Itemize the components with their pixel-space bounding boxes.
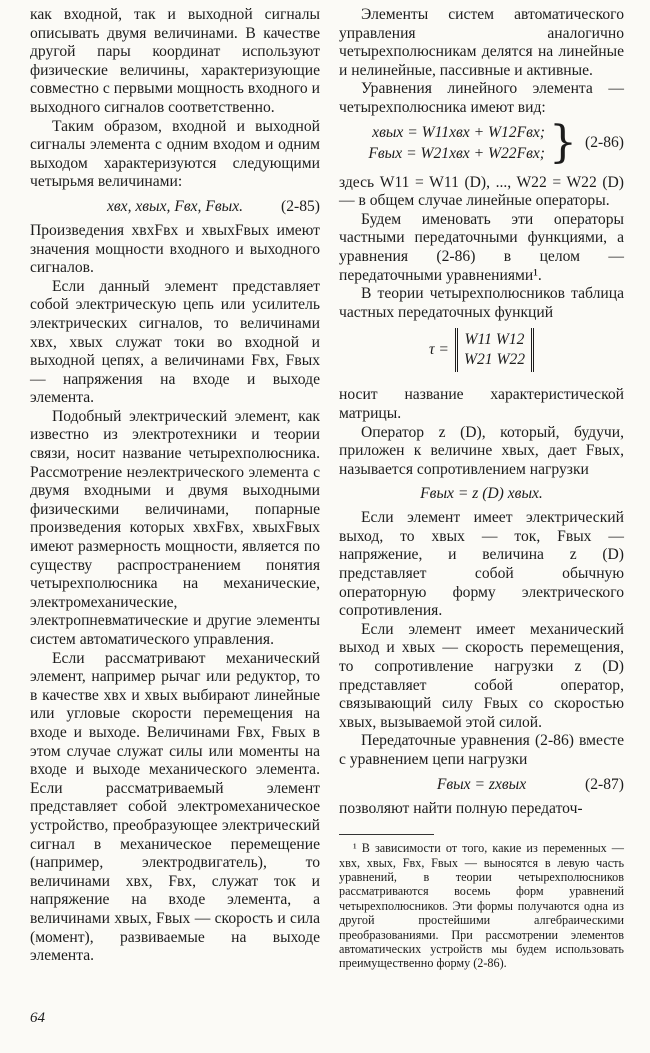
- right-brace-icon: }: [549, 116, 577, 168]
- right-paragraph-6: носит название характеристической матрицы.: [339, 386, 624, 422]
- right-paragraph-7: Оператор z (D), который, будучи, приложен к величине xвых, дает Fвых, называется сопротивлением нагрузки: [339, 423, 624, 478]
- right-paragraph-8: Если элемент имеет электрический выход, то xвых — ток, Fвых — напряжение, и величина z (D) представляет собой обычную операторную форму электрического сопротивления.: [339, 509, 624, 620]
- formula-2-87-expression: Fвых = zxвых: [436, 775, 527, 793]
- footnote-divider: [339, 834, 434, 835]
- equation-system-2-86: [339, 116, 624, 168]
- left-paragraph-4: Если данный элемент представляет собой электрическую цепь или усилитель электрических сигналов, то величинами xвх, xвых служат токи во входной и выходной цепях, а величинами Fвх, Fвых — напряжения на входе и выходе элемента.: [30, 277, 320, 407]
- formula-2-87: [339, 770, 624, 800]
- right-paragraph-9: Если элемент имеет механический выход и xвых — скорость перемещения, то сопротивление нагрузки z (D) представляет собой оператор, связывающий силу Fвых со скоростью xвых, вызываемой этой силой.: [339, 620, 624, 731]
- right-paragraph-1: Элементы систем автоматического управления аналогично четырехполюсникам делятся на линейные и нелинейные, пассивные и активные.: [339, 6, 624, 79]
- right-column: [339, 6, 624, 971]
- formula-load: [339, 479, 624, 509]
- left-column: [30, 6, 320, 966]
- matrix-row-2: W21 W22: [463, 351, 526, 369]
- right-paragraph-5: В теории четырехполюсников таблица частных передаточных функций: [339, 285, 624, 321]
- right-paragraph-10: Передаточные уравнения (2-86) вместе с уравнением цепи нагрузки: [339, 732, 624, 768]
- formula-2-85-expression: xвх, xвых, Fвх, Fвых.: [106, 197, 244, 215]
- left-paragraph-3: Произведения xвхFвх и xвыхFвых имеют значения мощности входного и выходного сигналов.: [30, 221, 320, 277]
- footnote: ¹ В зависимости от того, какие из переменных — xвх, xвых, Fвх, Fвых — выносятся в левую часть уравнений, в теории четырехполюсников рассматриваются восемь форм уравнений четырехполюсников. Эти формы получаются одна из другой простейшими алгебраическими преобразованиями. При рассмотрении элементов автоматических устройств мы будем использовать преимущественно форму (2-86).: [339, 841, 624, 971]
- right-paragraph-2: Уравнения линейного элемента — четырехполюсника имеют вид:: [339, 80, 624, 116]
- page-number: 64: [30, 1010, 45, 1026]
- characteristic-matrix: [339, 328, 624, 380]
- formula-load-expression: Fвых = z (D) xвых.: [420, 485, 543, 503]
- system-equation-1: xвых = W11xвх + W12Fвх;: [372, 123, 545, 141]
- left-paragraph-2: Таким образом, входной и выходной сигналы элемента с одним входом и одним выходом характеризуются следующими четырьмя величинами:: [30, 117, 320, 191]
- left-paragraph-1: как входной, так и выходной сигналы описывать двумя величинами. В качестве другой пары координат используют физические величины, характеризующие совместно с первыми мощность входного и выходного сигналов соответственно.: [30, 6, 320, 116]
- right-paragraph-3: здесь W11 = W11 (D), ..., W22 = W22 (D) — в общем случае линейные операторы.: [339, 173, 624, 210]
- system-number: (2-86): [585, 133, 624, 151]
- right-paragraph-4: Будем именовать эти операторы частными передаточными функциями, а уравнения (2-86) в целом — передаточными уравнениями¹.: [339, 210, 624, 284]
- left-paragraph-5: Подобный электрический элемент, как известно из электротехники и теории связи, носит название четырехполюсника. Рассмотрение неэлектрического элемента с двумя входными и двумя выходными физическими величинами, попарные произведения которых xвхFвх, xвыхFвых имеют размерность мощности, является по существу распространением понятия четырехполюсника на механические, электромеханические, электропневматические и другие элементы систем автоматического управления.: [30, 407, 320, 648]
- matrix-row-1: W11 W12: [464, 331, 525, 349]
- system-equation-2: Fвых = W21xвх + W22Fвх;: [368, 144, 545, 162]
- matrix-lhs: τ =: [428, 341, 449, 359]
- formula-2-85-number: (2-85): [281, 197, 320, 215]
- left-paragraph-6: Если рассматривают механический элемент, например рычаг или редуктор, то в качестве xвх и xвых выбирают линейные или угловые скорости перемещения на входе и выходе. Величинами Fвх, Fвых в этом случае служат силы или моменты на входе и выходе механического элемента. Если рассматриваемый элемент представляет собой электромеханическое устройство, преобразующее электрический сигнал в механическое перемещение (например, электродвигатель), то величинами xвх, Fвх, служат ток и напряжение на входе элемента, а величинами xвых, Fвых — скорость и сила (момент), развиваемые на выходе элемента.: [30, 649, 320, 965]
- formula-2-87-number: (2-87): [585, 775, 624, 793]
- formula-2-85: [30, 192, 320, 222]
- right-paragraph-11: позволяют найти полную передаточ-: [339, 799, 583, 817]
